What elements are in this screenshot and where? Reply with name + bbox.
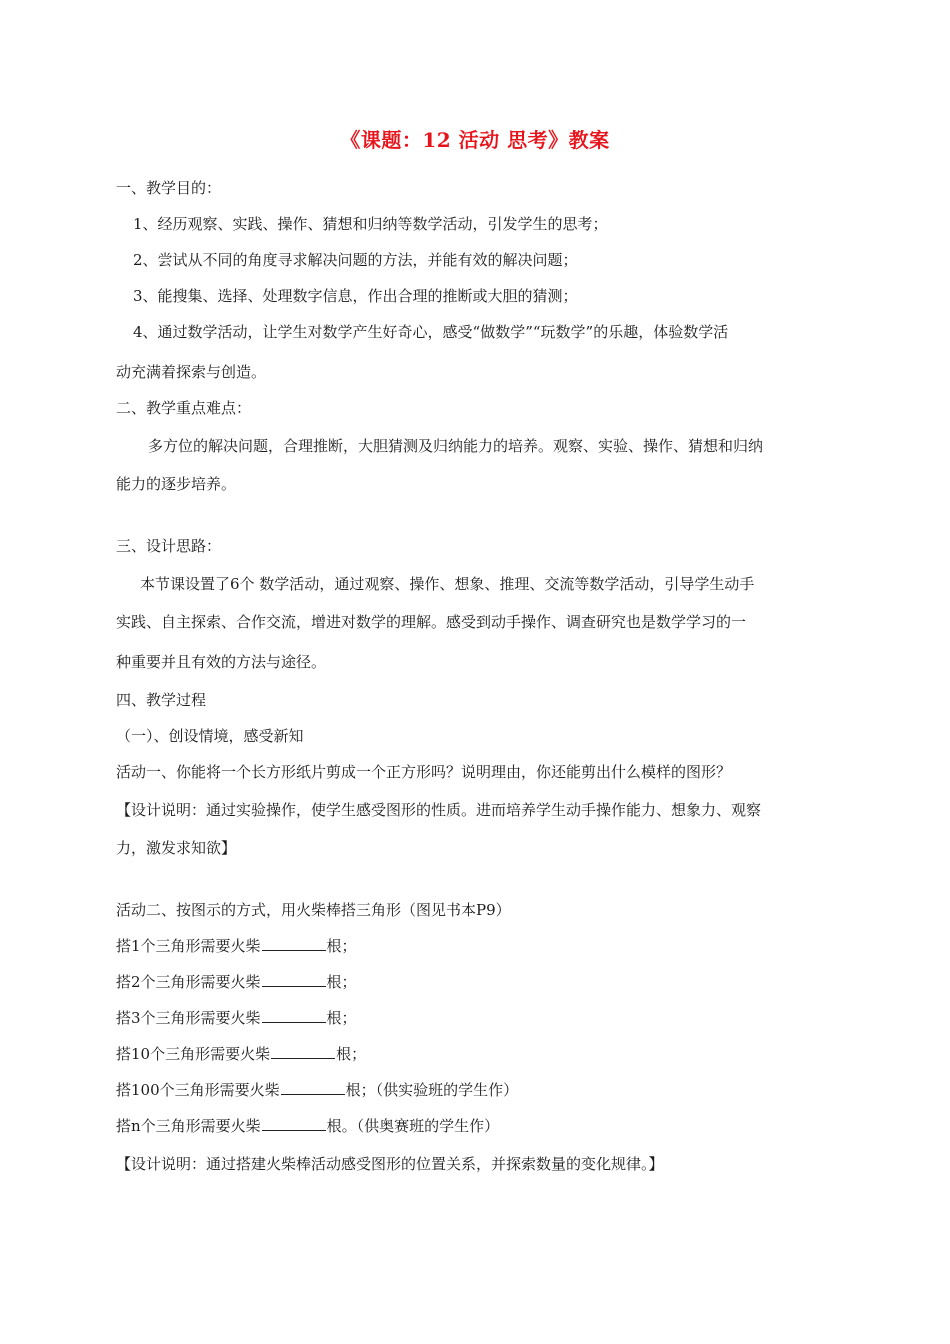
answer-blank[interactable] (262, 1008, 326, 1023)
question-suffix: 根； (336, 1045, 367, 1063)
question-line (116, 1008, 357, 1028)
activity-two: 活动二、按图示的方式，用火柴棒搭三角形（图见书本P9） (116, 901, 511, 919)
question-text: 搭n个三角形需要火柴 (116, 1117, 261, 1135)
question-text: 搭10个三角形需要火柴 (116, 1045, 271, 1063)
objective-item: 4、通过数学活动，让学生对数学产生好奇心，感受“做数学”“玩数学”的乐趣，体验数学活 (133, 323, 729, 341)
answer-blank[interactable] (271, 1044, 335, 1059)
question-suffix: 根； (326, 1009, 357, 1027)
question-text: 搭2个三角形需要火柴 (116, 973, 261, 991)
question-suffix: 根。（供奥赛班的学生作） (326, 1117, 500, 1135)
question-suffix: 根；（供实验班的学生作） (345, 1081, 519, 1099)
answer-blank[interactable] (262, 1116, 326, 1131)
section-heading-objectives: 一、教学目的： (116, 179, 222, 197)
objective-item: 3、能搜集、选择、处理数字信息，作出合理的推断或大胆的猜测； (133, 287, 578, 305)
design-paragraph: 本节课设置了6个 数学活动，通过观察、操作、想象、推理、交流等数学活动，引导学生动手 (140, 575, 755, 593)
question-line (116, 936, 357, 956)
design-paragraph-continued: 种重要并且有效的方法与途径。 (116, 653, 327, 671)
objective-item-continued: 动充满着探索与创造。 (116, 363, 267, 381)
document-title: 《课题：12 活动 思考》教案 (340, 128, 610, 152)
question-text: 搭100个三角形需要火柴 (116, 1081, 280, 1099)
question-line (116, 1080, 518, 1100)
subsection-heading: （一）、创设情境，感受新知 (116, 727, 304, 745)
design-paragraph-continued: 实践、自主探索、合作交流，增进对数学的理解。感受到动手操作、调查研究也是数学学习的一 (116, 613, 747, 631)
activity-one: 活动一、你能将一个长方形纸片剪成一个正方形吗？说明理由，你还能剪出什么模样的图形？ (116, 763, 732, 781)
objective-item: 2、尝试从不同的角度寻求解决问题的方法，并能有效的解决问题； (133, 251, 578, 269)
question-text: 搭1个三角形需要火柴 (116, 937, 261, 955)
question-line (116, 972, 357, 992)
question-line (116, 1044, 366, 1064)
section-heading-process: 四、教学过程 (116, 691, 207, 709)
question-suffix: 根； (326, 973, 357, 991)
design-note: 【设计说明：通过实验操作，使学生感受图形的性质。进而培养学生动手操作能力、想象力、观察 (116, 801, 762, 819)
question-suffix: 根； (326, 937, 357, 955)
question-line (116, 1116, 499, 1136)
answer-blank[interactable] (281, 1080, 345, 1095)
design-note-continued: 力，激发求知欲】 (116, 839, 237, 857)
answer-blank[interactable] (262, 936, 326, 951)
design-note: 【设计说明：通过搭建火柴棒活动感受图形的位置关系，并探索数量的变化规律。】 (116, 1155, 664, 1173)
objective-item: 1、经历观察、实践、操作、猜想和归纳等数学活动，引发学生的思考； (133, 215, 608, 233)
section-heading-design: 三、设计思路： (116, 537, 222, 555)
key-points-paragraph: 多方位的解决问题，合理推断，大胆猜测及归纳能力的培养。观察、实验、操作、猜想和归纳 (148, 437, 764, 455)
section-heading-key-points: 二、教学重点难点： (116, 399, 252, 417)
answer-blank[interactable] (262, 972, 326, 987)
key-points-paragraph-continued: 能力的逐步培养。 (116, 475, 237, 493)
question-text: 搭3个三角形需要火柴 (116, 1009, 261, 1027)
